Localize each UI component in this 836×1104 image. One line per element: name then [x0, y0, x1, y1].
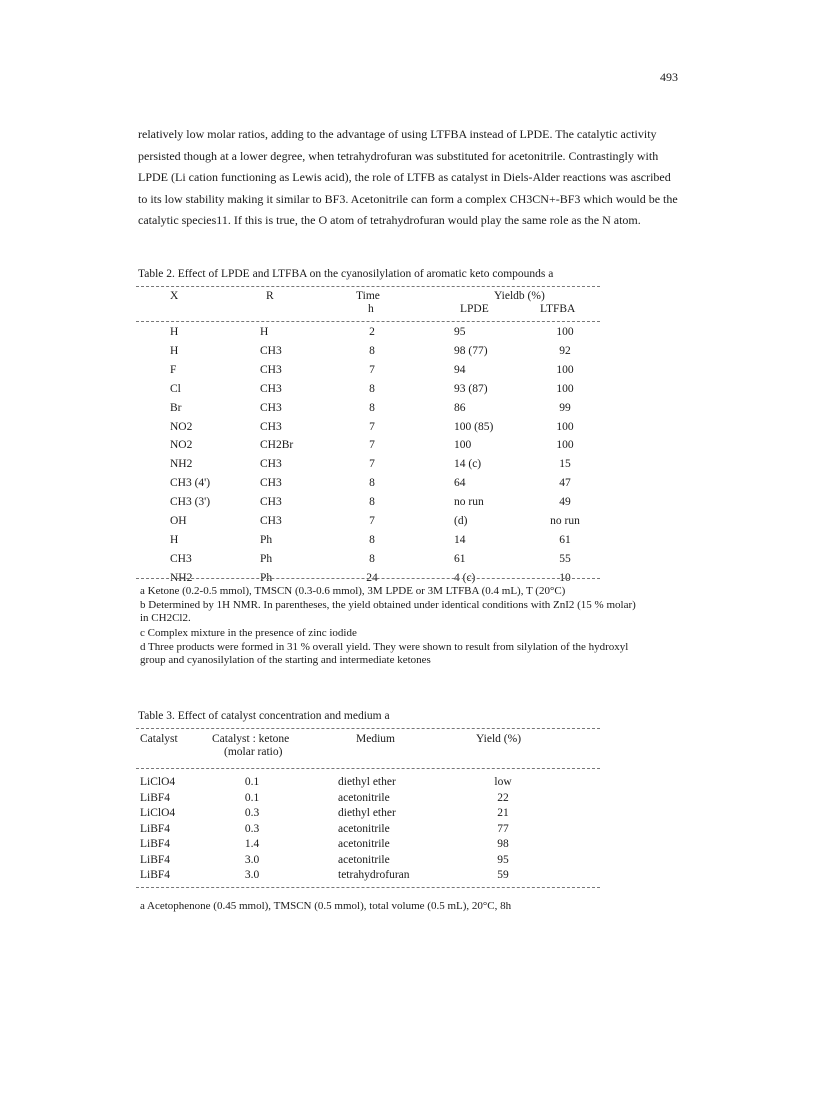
table2-cell-time: 7 [369, 515, 375, 527]
table2-cell-time: 8 [369, 477, 375, 490]
table2-cell-x: F [170, 363, 177, 376]
table3-cell-yield: 22 [497, 791, 509, 804]
table3-header-catalyst: Catalyst [140, 733, 178, 745]
table2-cell-lpde: (d) [454, 515, 468, 527]
table3-cell-medium: tetrahydrofuran [338, 869, 410, 881]
table2-cell-lpde: 14 [454, 533, 466, 546]
table3-cell-medium: acetonitrile [338, 822, 390, 835]
table2-cell-ltfba: 100 [556, 439, 574, 452]
table2-cell-ltfba: 47 [559, 477, 571, 490]
page-number: 493 [660, 70, 678, 84]
table2-cell-r: CH3 [260, 344, 282, 357]
table2-header-lpde: LPDE [460, 303, 489, 315]
table2-cell-ltfba: 10 [559, 571, 571, 584]
table3-header-medium: Medium [356, 733, 395, 745]
table2-cell-x: H [170, 344, 179, 357]
table2-cell-x: NO2 [170, 420, 193, 433]
table2-cell-time: 8 [369, 552, 375, 565]
table3-cell-ratio: 0.1 [244, 776, 260, 788]
table3-cell-yield: 98 [497, 838, 509, 850]
table2-cell-ltfba: 99 [559, 401, 571, 414]
paragraph-line: LPDE (Li cation functioning as Lewis acid), the role of LTFB as catalyst in Diels-Alder reactions was ascribed [138, 170, 671, 184]
table2-footnote: d Three products were formed in 31 % overall yield. They were shown to result from silylation of the hydroxyl [140, 641, 629, 653]
table2-header-ltfba: LTFBA [540, 303, 576, 315]
table2-footnote: a Ketone (0.2-0.5 mmol), TMSCN (0.3-0.6 mmol), 3M LPDE or 3M LTFBA (0.4 mL), T (20°C) [140, 585, 566, 597]
table3-cell-medium: diethyl ether [338, 807, 396, 819]
table3-cell-catalyst: LiBF4 [140, 822, 171, 835]
table2-cell-ltfba: 92 [559, 344, 571, 357]
table3-cell-catalyst: LiBF4 [140, 791, 171, 804]
table2-cell-x: NO2 [170, 439, 193, 452]
table3-header-ratio-sub: (molar ratio) [224, 746, 283, 758]
table2-cell-r: CH3 [260, 420, 282, 433]
table2-footnote: c Complex mixture in the presence of zinc iodide [140, 627, 357, 639]
body-paragraph [138, 124, 698, 232]
table3-footnote: a Acetophenone (0.45 mmol), TMSCN (0.5 mmol), total volume (0.5 mL), 20°C, 8h [140, 900, 512, 912]
table2-cell-ltfba: no run [550, 515, 580, 527]
table2-cell-time: 7 [369, 439, 375, 452]
table3-cell-medium: diethyl ether [338, 776, 396, 788]
table3-cell-catalyst: LiBF4 [140, 838, 171, 850]
table2-bottom-rule [136, 578, 600, 579]
table2-cell-ltfba: 100 [556, 382, 574, 395]
table3-cell-yield: 59 [497, 869, 509, 881]
table2-cell-time: 8 [369, 533, 375, 546]
table2-cell-time: 24 [366, 571, 378, 584]
table3-cell-yield: 21 [497, 807, 509, 819]
paragraph-line: persisted though at a lower degree, when tetrahydrofuran was substituted for acetonitrile. Contrastingly with [138, 148, 659, 163]
table2-cell-x: CH3 (4') [170, 477, 211, 490]
table2-cell-r: CH3 [260, 477, 282, 490]
paragraph-line: catalytic species11. If this is true, the O atom of tetrahydrofuran would play the same role as the N atom. [138, 213, 641, 227]
table2-top-rule [136, 286, 600, 287]
table2-cell-x: NH2 [170, 458, 193, 471]
table3-cell-catalyst: LiBF4 [140, 853, 171, 866]
table2-cell-lpde: 64 [454, 477, 466, 490]
table2-header-x: X [170, 290, 179, 302]
table3-cell-medium: acetonitrile [338, 838, 390, 850]
table2-cell-x: Br [170, 401, 182, 414]
table2-cell-time: 8 [369, 382, 375, 395]
table2-footnote: b Determined by 1H NMR. In parentheses, the yield obtained under identical conditions with ZnI2 (15 % molar) [140, 599, 636, 611]
table3-cell-catalyst: LiClO4 [140, 776, 176, 788]
table2-footnote: group and cyanosilylation of the starting and intermediate ketones [140, 654, 431, 666]
table2-cell-lpde: 100 [454, 439, 472, 452]
table2-cell-time: 7 [369, 420, 375, 433]
table2-cell-lpde: 100 (85) [454, 420, 494, 433]
table2-cell-lpde: 94 [454, 363, 466, 376]
table2-cell-time: 7 [369, 458, 375, 471]
table2-header-rule [136, 321, 600, 322]
table3-header-ratio: Catalyst : ketone [212, 733, 290, 745]
table2-cell-lpde: 61 [454, 552, 466, 565]
table2-cell-x: CH3 (3') [170, 496, 211, 509]
table2-cell-x: NH2 [170, 571, 193, 584]
table2-cell-r: CH3 [260, 363, 282, 376]
table3-header-rule [136, 768, 600, 769]
table2-cell-ltfba: 100 [556, 326, 574, 338]
paragraph-line: to its low stability making it similar to BF3. Acetonitrile can form a complex CH3CN+-BF3 which would be the [138, 191, 678, 206]
table3-cell-ratio: 0.3 [244, 807, 260, 819]
table2-cell-r: CH2Br [260, 439, 294, 452]
table2-header-yield: Yieldb (%) [494, 290, 545, 302]
table2-cell-r: H [260, 326, 269, 338]
table2-cell-ltfba: 15 [559, 458, 571, 471]
table2-cell-r: CH3 [260, 496, 282, 509]
table2-cell-ltfba: 100 [556, 420, 574, 433]
table3-cell-yield: 95 [497, 853, 509, 866]
table2-cell-lpde: 86 [454, 401, 466, 414]
table3-top-rule [136, 728, 600, 729]
table2-cell-x: Cl [170, 382, 181, 395]
table2-caption: Table 2. Effect of LPDE and LTFBA on the cyanosilylation of aromatic keto compounds a [138, 268, 554, 280]
table2-cell-r: Ph [260, 571, 273, 584]
table2-header-time-unit: h [368, 303, 374, 315]
table2-cell-x: H [170, 533, 179, 546]
table2-cell-ltfba: 61 [559, 533, 571, 546]
table2-header-r: R [266, 290, 274, 302]
table2-cell-lpde: 95 [454, 326, 466, 338]
table3-cell-yield: 77 [497, 822, 509, 835]
table2-footnote: in CH2Cl2. [140, 612, 191, 624]
table2-header-time: Time [356, 290, 380, 302]
table2-cell-x: CH3 [170, 552, 192, 565]
table2-cell-time: 8 [369, 496, 375, 509]
table2-cell-x: OH [170, 515, 187, 527]
table2-cell-time: 2 [369, 326, 375, 338]
table3-cell-ratio: 1.4 [244, 838, 260, 850]
table2-cell-time: 8 [369, 401, 375, 414]
table2-cell-r: CH3 [260, 458, 282, 471]
table2-cell-time: 7 [369, 363, 375, 376]
table2-cell-r: CH3 [260, 382, 282, 395]
paragraph-line: relatively low molar ratios, adding to the advantage of using LTFBA instead of LPDE. The catalytic activity [138, 127, 657, 141]
table3-cell-ratio: 0.1 [244, 791, 260, 804]
table2-cell-ltfba: 49 [559, 496, 571, 509]
table3-cell-ratio: 0.3 [244, 822, 260, 835]
table2-cell-r: CH3 [260, 401, 282, 414]
table2-cell-ltfba: 55 [559, 552, 571, 565]
table3-cell-catalyst: LiBF4 [140, 869, 171, 881]
table3-caption: Table 3. Effect of catalyst concentration and medium a [138, 710, 390, 722]
table2-cell-time: 8 [369, 344, 375, 357]
table2-cell-lpde: 4 (c) [454, 571, 476, 584]
table3-cell-medium: acetonitrile [338, 853, 390, 866]
table3-cell-medium: acetonitrile [338, 791, 390, 804]
table2-cell-lpde: no run [454, 496, 484, 509]
table2-cell-r: Ph [260, 552, 273, 565]
table2-cell-lpde: 98 (77) [454, 344, 488, 357]
table3-bottom-rule [136, 887, 600, 888]
table2-cell-lpde: 14 (c) [454, 458, 482, 471]
table3-cell-catalyst: LiClO4 [140, 807, 176, 819]
table2-cell-r: Ph [260, 533, 273, 546]
table2-cell-ltfba: 100 [556, 363, 574, 376]
table3-cell-ratio: 3.0 [244, 853, 260, 866]
table2-cell-lpde: 93 (87) [454, 382, 488, 395]
table3-header-yield: Yield (%) [476, 733, 522, 745]
table3-cell-yield: low [494, 776, 512, 788]
table2-cell-x: H [170, 326, 179, 338]
table2-cell-r: CH3 [260, 515, 282, 527]
table3-cell-ratio: 3.0 [244, 869, 260, 881]
